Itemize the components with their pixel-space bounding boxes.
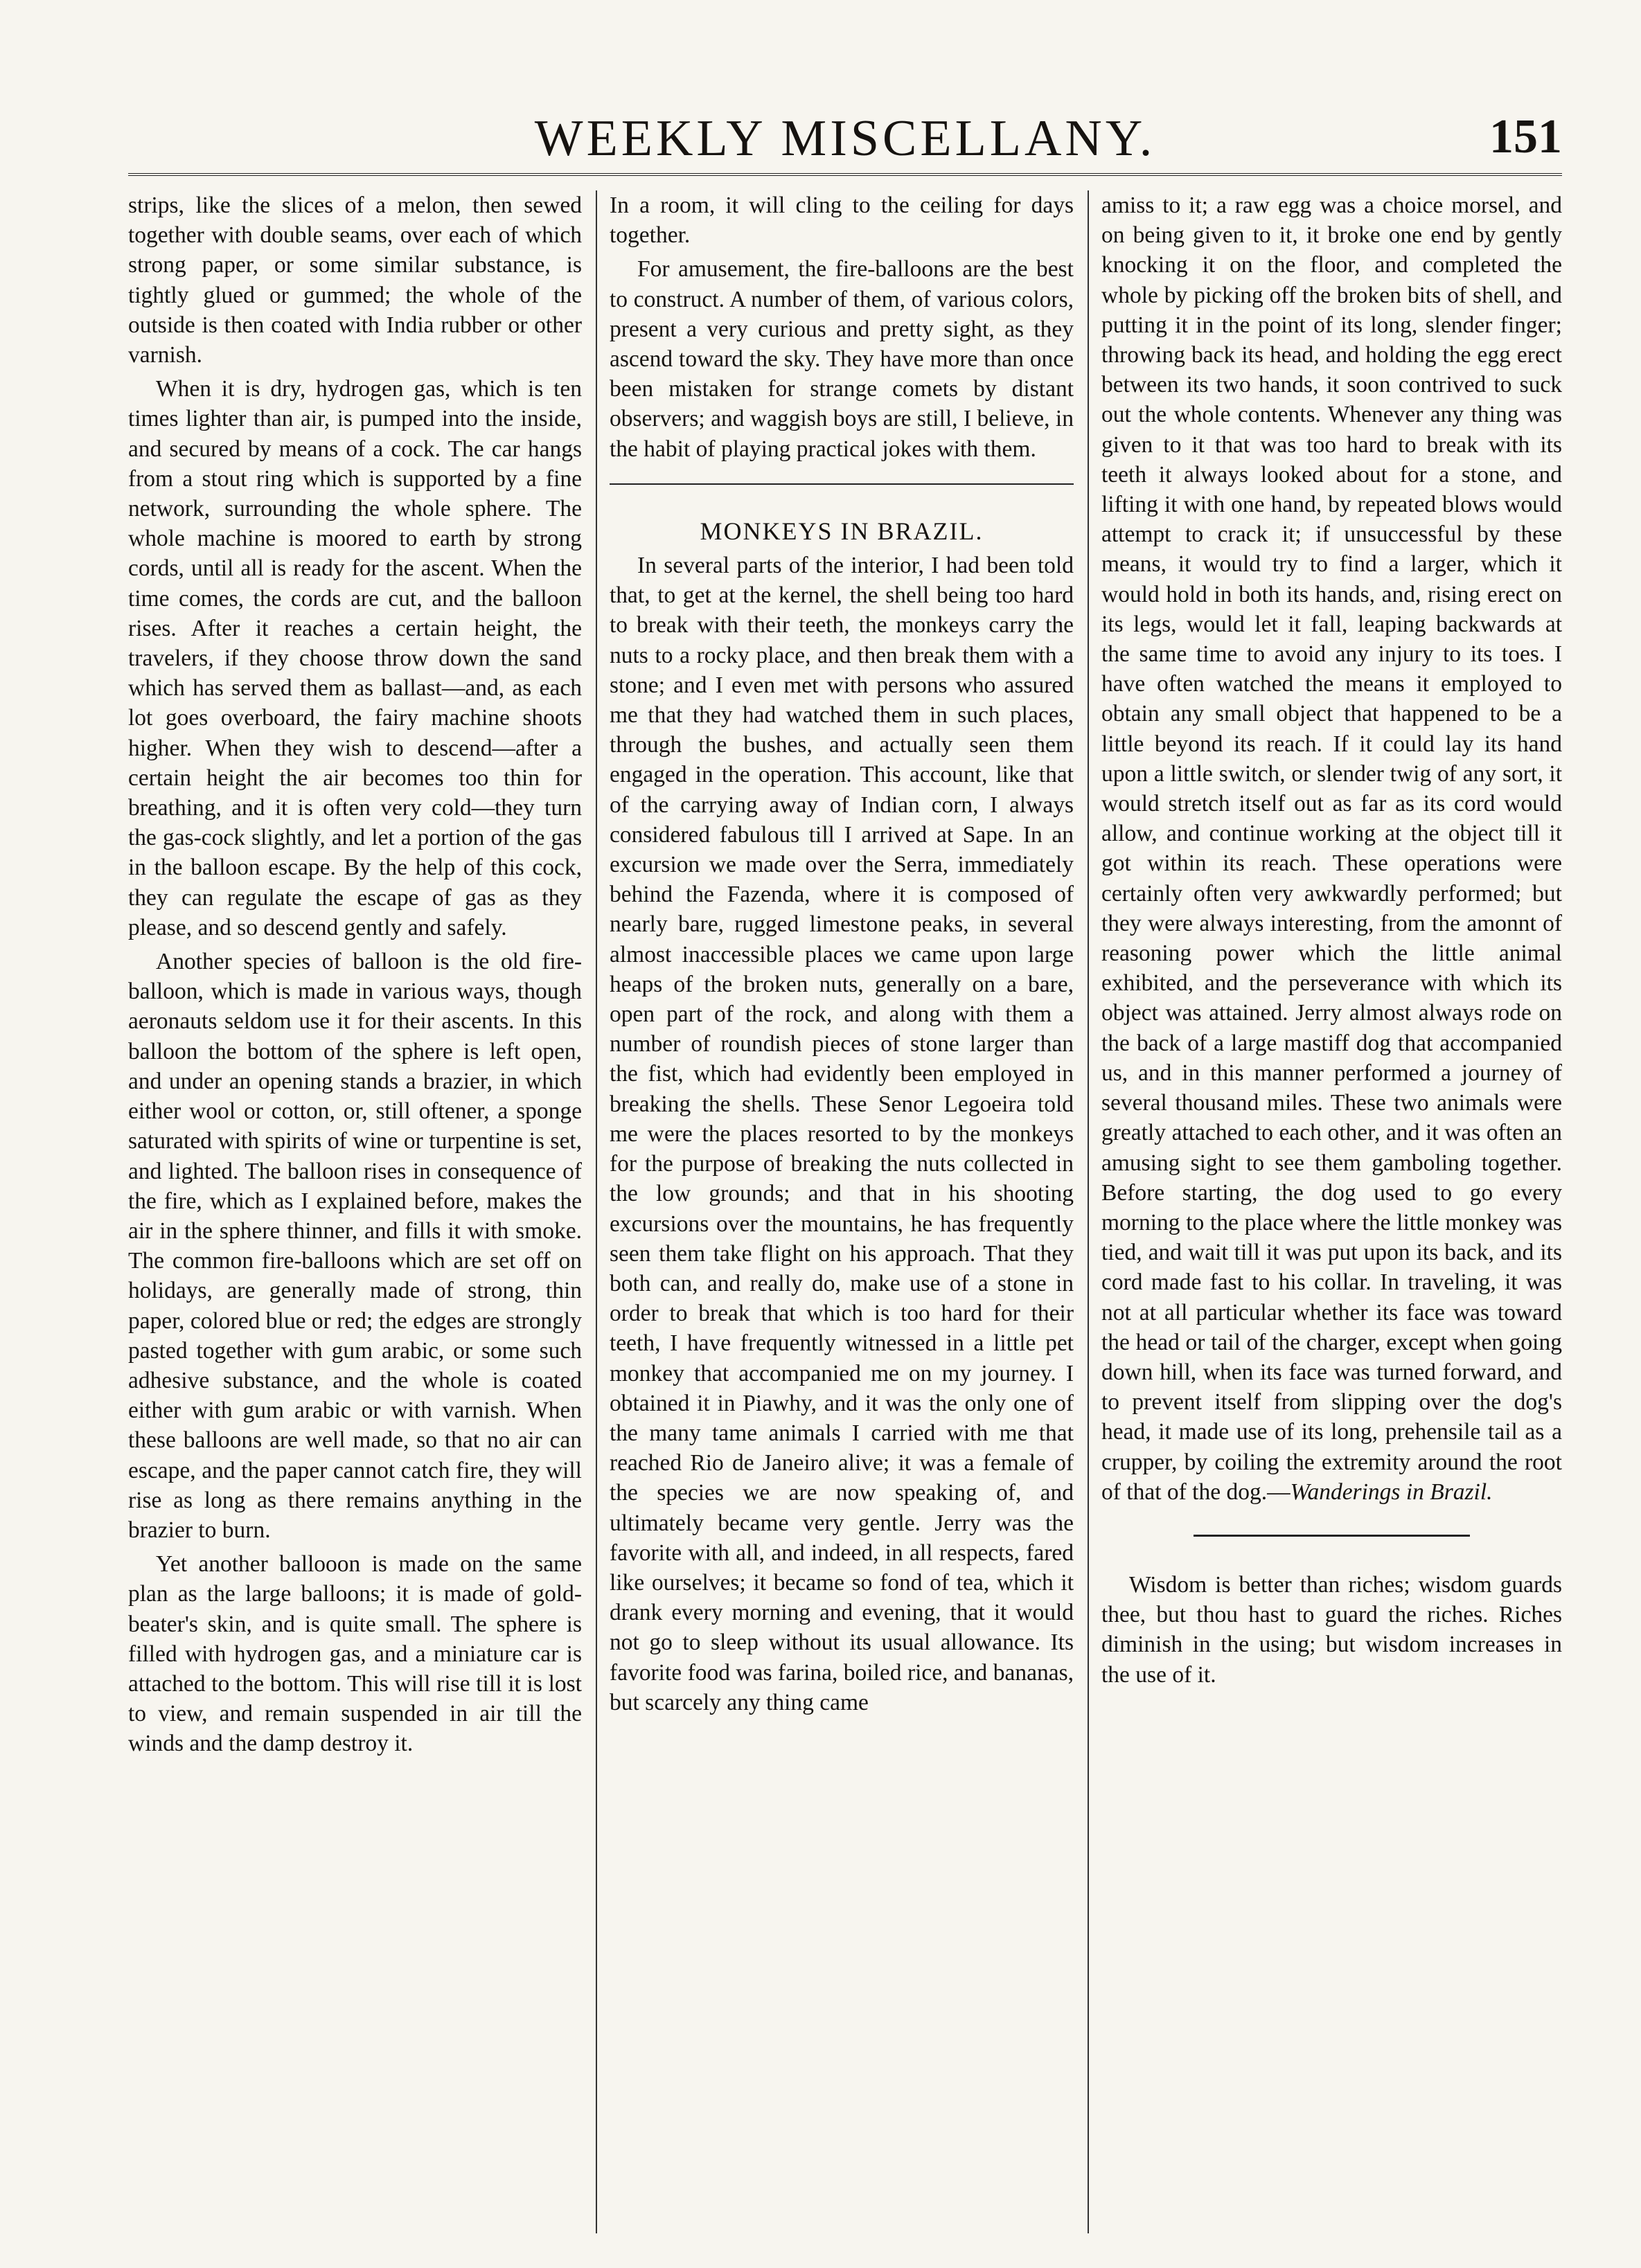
column-divider (596, 190, 597, 2233)
paragraph (1101, 190, 1562, 1507)
page-number: 151 (1489, 110, 1562, 163)
header-rule (128, 173, 1562, 176)
paragraph: For amusement, the fire-balloons are the best to construct. A number of them, of various colors, present a very curious and pretty sight, as they ascend toward the sky. They have more than once been mistaken for strange comets by distant observers; and waggish boys are still, I believe, in the habit of playing practical jokes with them. (610, 256, 1074, 462)
column-3 (1101, 190, 1562, 2233)
paragraph: Another species of balloon is the old fire-balloon, which is made in various ways, though aeronauts seldom use it for their ascents. In this balloon the bottom of the sphere is left open, and under an opening stands a brazier, in which either wool or cotton, or, still oftener, a sponge saturated with spirits of wine or turpentine is set, and lighted. The balloon rises in consequence of the fire, which as I explained before, makes the air in the sphere thinner, and fills it with smoke. The common fire-balloons which are set off on holidays, are generally made of strong, thin paper, colored blue or red; the edges are strongly pasted together with gum arabic, or some such adhesive substance, and the whole is coated either with gum arabic or with varnish. When these balloons are well made, so that no air can escape, and the paper cannot catch fire, they will rise as long as there remains anything in the brazier to burn. (128, 949, 582, 1543)
column-2 (610, 190, 1074, 2233)
section-heading: MONKEYS IN BRAZIL. (700, 517, 984, 545)
source-citation: Wanderings in Brazil. (1290, 1479, 1493, 1505)
page-title: WEEKLY MISCELLANY. (534, 110, 1156, 167)
column-divider (1088, 190, 1089, 2233)
section-rule (610, 483, 1074, 485)
paragraph: strips, like the slices of a melon, then sewed together with double seams, over each of which strong paper, or some similar substance, is tightly glued or gummed; the whole of the outside is then coated with India rubber or other varnish. (128, 193, 582, 368)
paragraph: Wisdom is better than riches; wisdom guards thee, but thou hast to guard the riches. Riches diminish in the using; but wisdom increases in the use of it. (1101, 1571, 1562, 1688)
paragraph: In a room, it will cling to the ceiling for days together. (610, 193, 1074, 249)
paragraph: Yet another ballooon is made on the same plan as the large balloons; it is made of gold-beater's skin, and is quite small. The sphere is filled with hydrogen gas, and a miniature car is attached to the bottom. This will rise till it is lost to view, and remain suspended in air till the winds and the damp destroy it. (128, 1551, 582, 1757)
column-1 (128, 190, 582, 2233)
section-rule (1194, 1535, 1470, 1537)
paragraph-text: amiss to it; a raw egg was a choice morsel, and on being given to it, it broke one end by gently knocking it on the floor, and completed the whole by picking off the broken bits of shell, and putting it in the point of its long, slender finger; throwing back its head, and holding the egg erect between its two hands, it soon contrived to suck out the whole contents. Whenever any thing was given to it that was too hard to break with its teeth it always looked about for a stone, and lifting it with one hand, by repeated blows would attempt to crack it; if unsuccessful by these means, it would try to find a larger, which it would hold in both its hands, and, rising erect on its legs, would let it fall, leaping backwards at the same time to avoid any injury to its toes. I have often watched the means it employed to obtain any small object that happened to be a little beyond its reach. If it could lay its hand upon a little switch, or slender twig of any sort, it would stretch itself out as far as its cord would allow, and continue working at the object till it got within its reach. These operations were certainly often very awkwardly performed; but they were always interesting, from the amonnt of reasoning power which the little animal exhibited, and the perseverance with which its object was attained. Jerry almost always rode on the back of a large mastiff dog that accompanied us, and in this manner performed a journey of several thousand miles. These two animals were greatly attached to each other, and it was often an amusing sight to see them gamboling together. Before starting, the dog used to go every morning to the place where the little monkey was tied, and wait till it was put upon its back, and its cord made fast to his collar. In traveling, it was not at all particular whether its face was toward the head or tail of the charger, except when going down hill, when its face was turned forward, and to prevent itself from slipping over the dog's head, it made use of its long, prehensile tail as a crupper, by coiling the extremity around the root of that of the dog.— (1101, 193, 1562, 1505)
paragraph: When it is dry, hydrogen gas, which is ten times lighter than air, is pumped into the inside, and secured by means of a cock. The car hangs from a stout ring which is supported by a fine network, surrounding the whole sphere. The whole machine is moored to earth by strong cords, until all is ready for the ascent. When the time comes, the cords are cut, and the balloon rises. After it reaches a certain height, the travelers, if they choose throw down the sand which has served them as ballast—and, as each lot goes overboard, the fairy machine shoots higher. When they wish to descend—after a certain height the air becomes too thin for breathing, and it is often very cold—they turn the gas-cock slightly, and let a portion of the gas in the balloon escape. By the help of this cock, they can regulate the escape of gas as they please, and so descend gently and safely. (128, 376, 582, 940)
page-header (128, 104, 1562, 173)
paragraph: In several parts of the interior, I had been told that, to get at the kernel, the shell being too hard to break with their teeth, the monkeys carry the nuts to a rocky place, and then break them with a stone; and I even met with persons who assured me that they had watched them in such places, through the bushes, and actually seen them engaged in the operation. This account, like that of the carrying away of Indian corn, I always considered fabulous till I arrived at Sape. In an excursion we made over the Serra, immediately behind the Fazenda, where it is composed of nearly bare, rugged limestone peaks, in several almost inaccessible places we came upon large heaps of the broken nuts, generally on a bare, open part of the rock, and along with them a number of roundish pieces of stone larger than the fist, which had evidently been employed in breaking the shells. These Senor Legoeira told me were the places resorted to by the monkeys for the purpose of breaking the nuts collected in the low grounds; and that in his shooting excursions over the mountains, he has frequently seen them take flight on his approach. That they both can, and really do, make use of a stone in order to break that which is too hard for their teeth, I have frequently witnessed in a little pet monkey that accompanied me on my journey. I obtained it in Piawhy, and it was the only one of the many tame animals I carried with me that reached Rio de Janeiro alive; it was a female of the species we are now speaking of, and ultimately became very gentle. Jerry was the favorite with all, and indeed, in all respects, fared like ourselves; it became so fond of tea, which it drank every morning and evening, that it would not go to sleep without its usual allowance. Its favorite food was farina, boiled rice, and bananas, but scarcely any thing came (610, 553, 1074, 1715)
